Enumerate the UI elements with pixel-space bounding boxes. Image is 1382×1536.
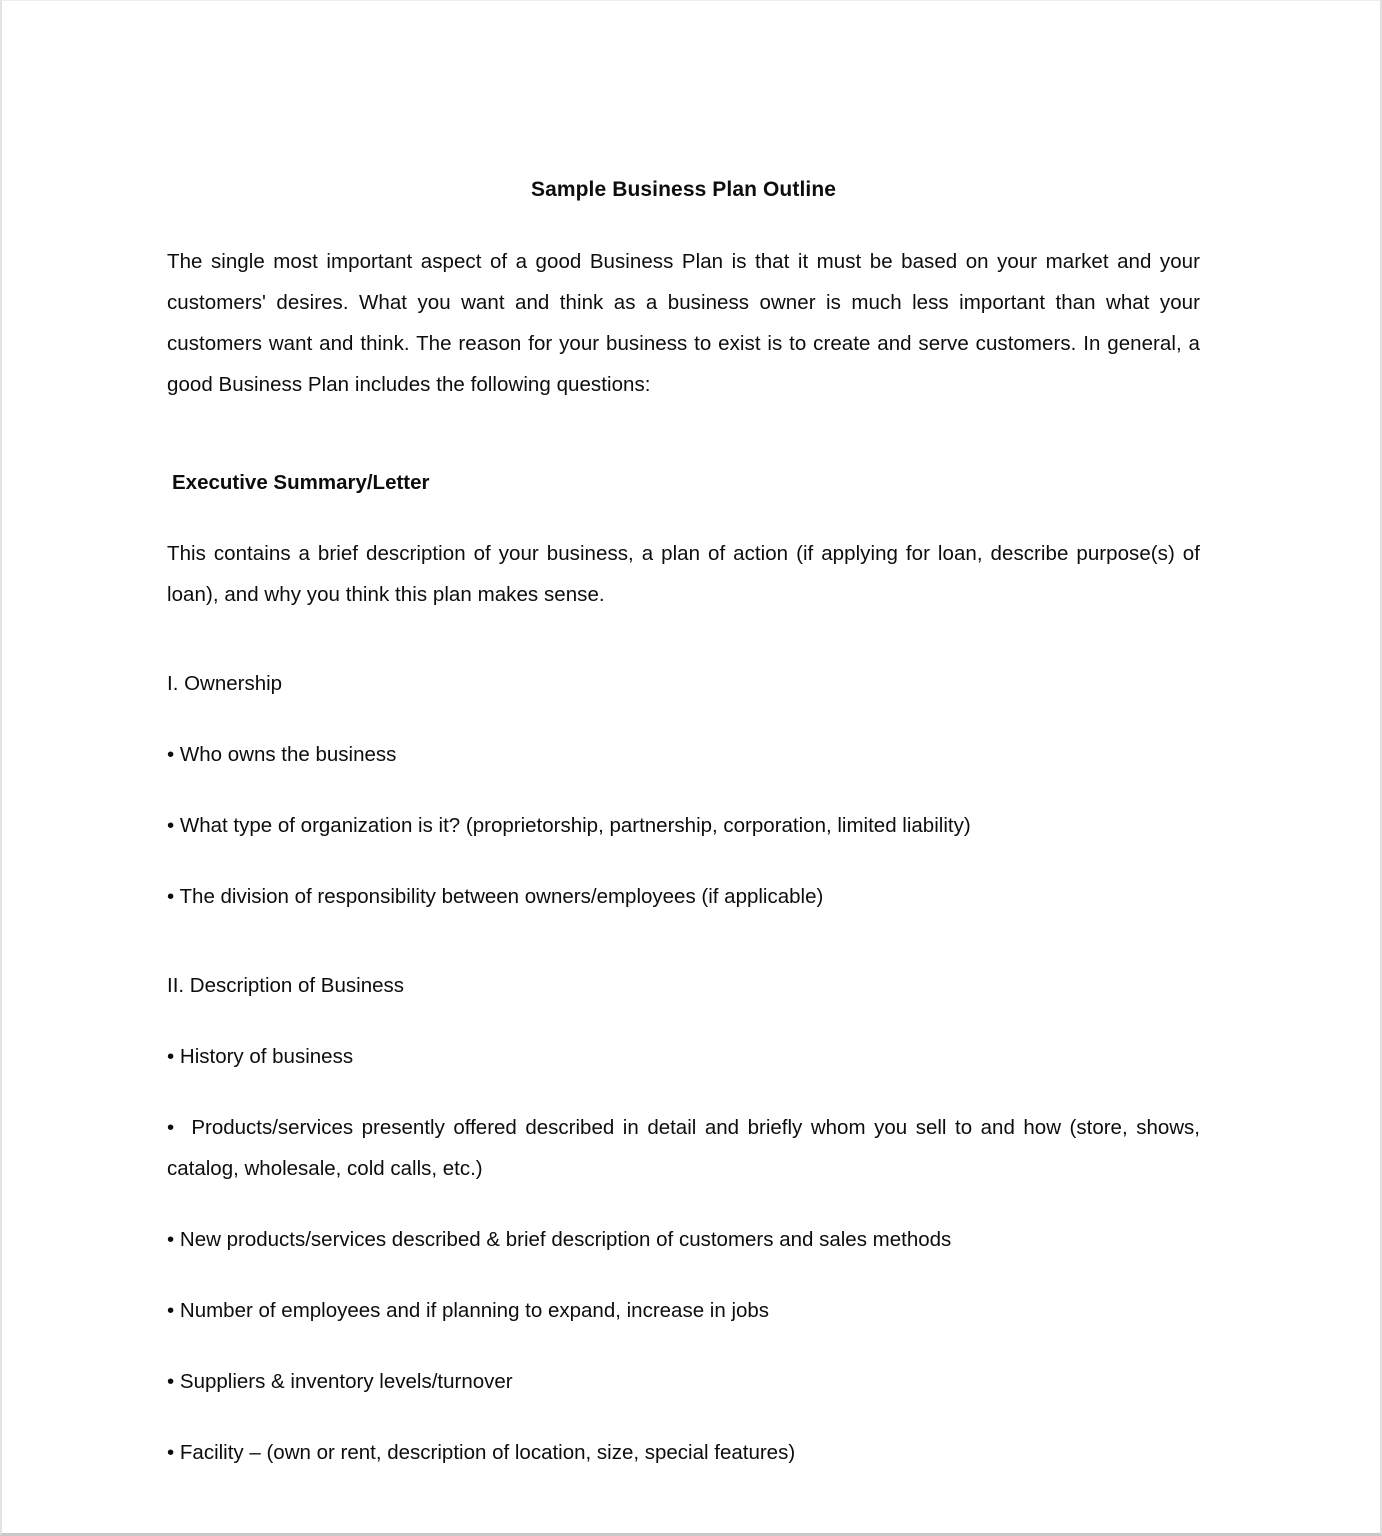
spacer [167,405,1200,462]
list-item [167,1107,1200,1189]
spacer [167,775,1200,805]
list-item [167,734,1200,775]
bullet-icon: • [167,885,175,908]
bullet-icon: • [167,743,175,766]
list-item-label: Products/services presently offered described in detail and briefly whom you sell to and how (store, shows, catalog, wholesale, cold calls, etc.) [167,1116,1201,1180]
section-heading-description-of-business: II. Description of Business [167,974,404,997]
page-title: Sample Business Plan Outline [530,178,837,201]
spacer [167,846,1200,876]
bullet-icon: • [167,1116,175,1139]
spacer [167,615,1200,663]
spacer [167,1006,1200,1036]
list-item [167,876,1200,917]
executive-summary-heading: Executive Summary/Letter [172,471,430,494]
list-item [167,1290,1200,1331]
list-item-label: History of business [179,1045,354,1068]
list-item [167,1219,1200,1260]
list-item-label: The division of responsibility between owners/employees (if applicable) [179,885,824,908]
list-item [167,1036,1200,1077]
spacer [167,1260,1200,1290]
bullet-icon: • [167,1441,175,1464]
spacer [167,1189,1200,1219]
section-heading-ownership: I. Ownership [167,672,283,695]
list-item-label: Number of employees and if planning to expand, increase in jobs [179,1299,770,1322]
bullet-icon: • [167,1370,175,1393]
executive-summary-body: This contains a brief description of your business, a plan of action (if applying for loan, describe purpose(s) of loan), and why you think this plan makes sense. [167,542,1200,606]
spacer [167,1077,1200,1107]
list-item [167,1361,1200,1402]
bullet-icon: • [167,1228,175,1251]
bullet-icon: • [167,1045,175,1068]
spacer [167,704,1200,734]
document-content [167,1,1200,1473]
list-item [167,1432,1200,1473]
list-item-label: Suppliers & inventory levels/turnover [179,1370,513,1393]
bullet-icon: • [167,814,175,837]
list-item-label: What type of organization is it? (proprietorship, partnership, corporation, limited liability) [179,814,971,837]
spacer [167,1331,1200,1361]
spacer [167,503,1200,533]
spacer [167,1402,1200,1432]
bullet-icon: • [167,1299,175,1322]
list-item-label: New products/services described & brief description of customers and sales methods [179,1228,952,1251]
list-item [167,805,1200,846]
list-item-label: Who owns the business [179,743,397,766]
list-item-label: Facility – (own or rent, description of location, size, special features) [179,1441,796,1464]
spacer [167,917,1200,965]
intro-paragraph: The single most important aspect of a good Business Plan is that it must be based on your market and your customers' desires. What you want and think as a business owner is much less important than what your customers want and think. The reason for your business to exist is to create and serve customers. In general, a good Business Plan includes the following questions: [167,250,1200,396]
